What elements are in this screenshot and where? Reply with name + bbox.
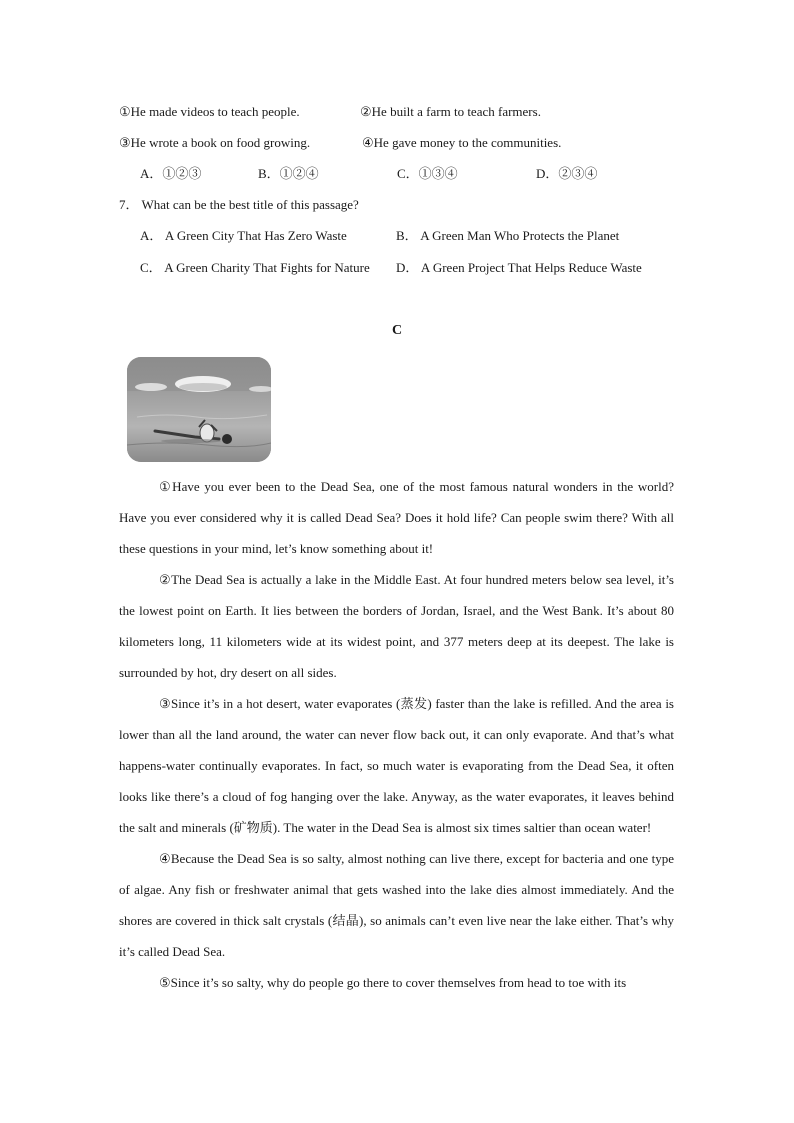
paragraph-4: ④Because the Dead Sea is so salty, almost nothing can live there, except for bacteria and one type of algae. Any fish or freshwater animal that gets washed into the lake dies almost immediately. And the shores are covered in thick salt crystals (结晶), so animals can’t even live near the lake either. That’s why it’s called Dead Sea. — [119, 851, 674, 959]
dead-sea-photo — [127, 357, 271, 462]
q7-question: 7． What can be the best title of this passage? — [119, 197, 359, 212]
statement-1: ①He made videos to teach people. — [119, 104, 300, 119]
paragraph-2: ②The Dead Sea is actually a lake in the Middle East. At four hundred meters below sea level, it’s the lowest point on Earth. It lies between the borders of Jordan, Israel, and the West Bank. It’s about 80 kilometers long, 11 kilometers wide at its widest point, and 377 meters deep at its deepest. The lake is surrounded by hot, dry desert on all sides. — [119, 572, 674, 680]
paragraph-5: ⑤Since it’s so salty, why do people go there to cover themselves from head to toe with its — [159, 975, 627, 990]
q7-option-d: D． A Green Project That Helps Reduce Waste — [396, 260, 642, 275]
q6-option-c: C．①③④ — [397, 166, 458, 181]
paragraph-1: ①Have you ever been to the Dead Sea, one of the most famous natural wonders in the world? Have you ever considered why it is called Dead Sea? Does it hold life? Can people swim there? With all these questions in your mind, let’s know something about it! — [119, 479, 674, 556]
section-title: C — [391, 323, 403, 338]
q7-option-a: A． A Green City That Has Zero Waste — [140, 228, 347, 243]
statement-3: ③He wrote a book on food growing. — [119, 135, 311, 150]
q7-option-b: B． A Green Man Who Protects the Planet — [396, 228, 620, 243]
paragraph-3: ③Since it’s in a hot desert, water evaporates (蒸发) faster than the lake is refilled. And the area is lower than all the land around, the water can never flow back out, it can only evaporate. And that’s what happens-water continually evaporates. In fact, so much water is evaporating from the Dead Sea, it often looks like there’s a cloud of fog hanging over the lake. Anyway, as the water evaporates, it leaves behind the salt and minerals (矿物质). The water in the Dead Sea is almost six times saltier than ocean water! — [119, 696, 674, 835]
q6-option-b: B．①②④ — [258, 166, 319, 181]
q7-option-c: C． A Green Charity That Fights for Nature — [140, 260, 370, 275]
passage — [119, 471, 674, 998]
q6-option-d: D．②③④ — [536, 166, 598, 181]
statement-4: ④He gave money to the communities. — [362, 135, 562, 150]
q6-option-a: A．①②③ — [140, 166, 202, 181]
statement-2: ②He built a farm to teach farmers. — [360, 104, 541, 119]
